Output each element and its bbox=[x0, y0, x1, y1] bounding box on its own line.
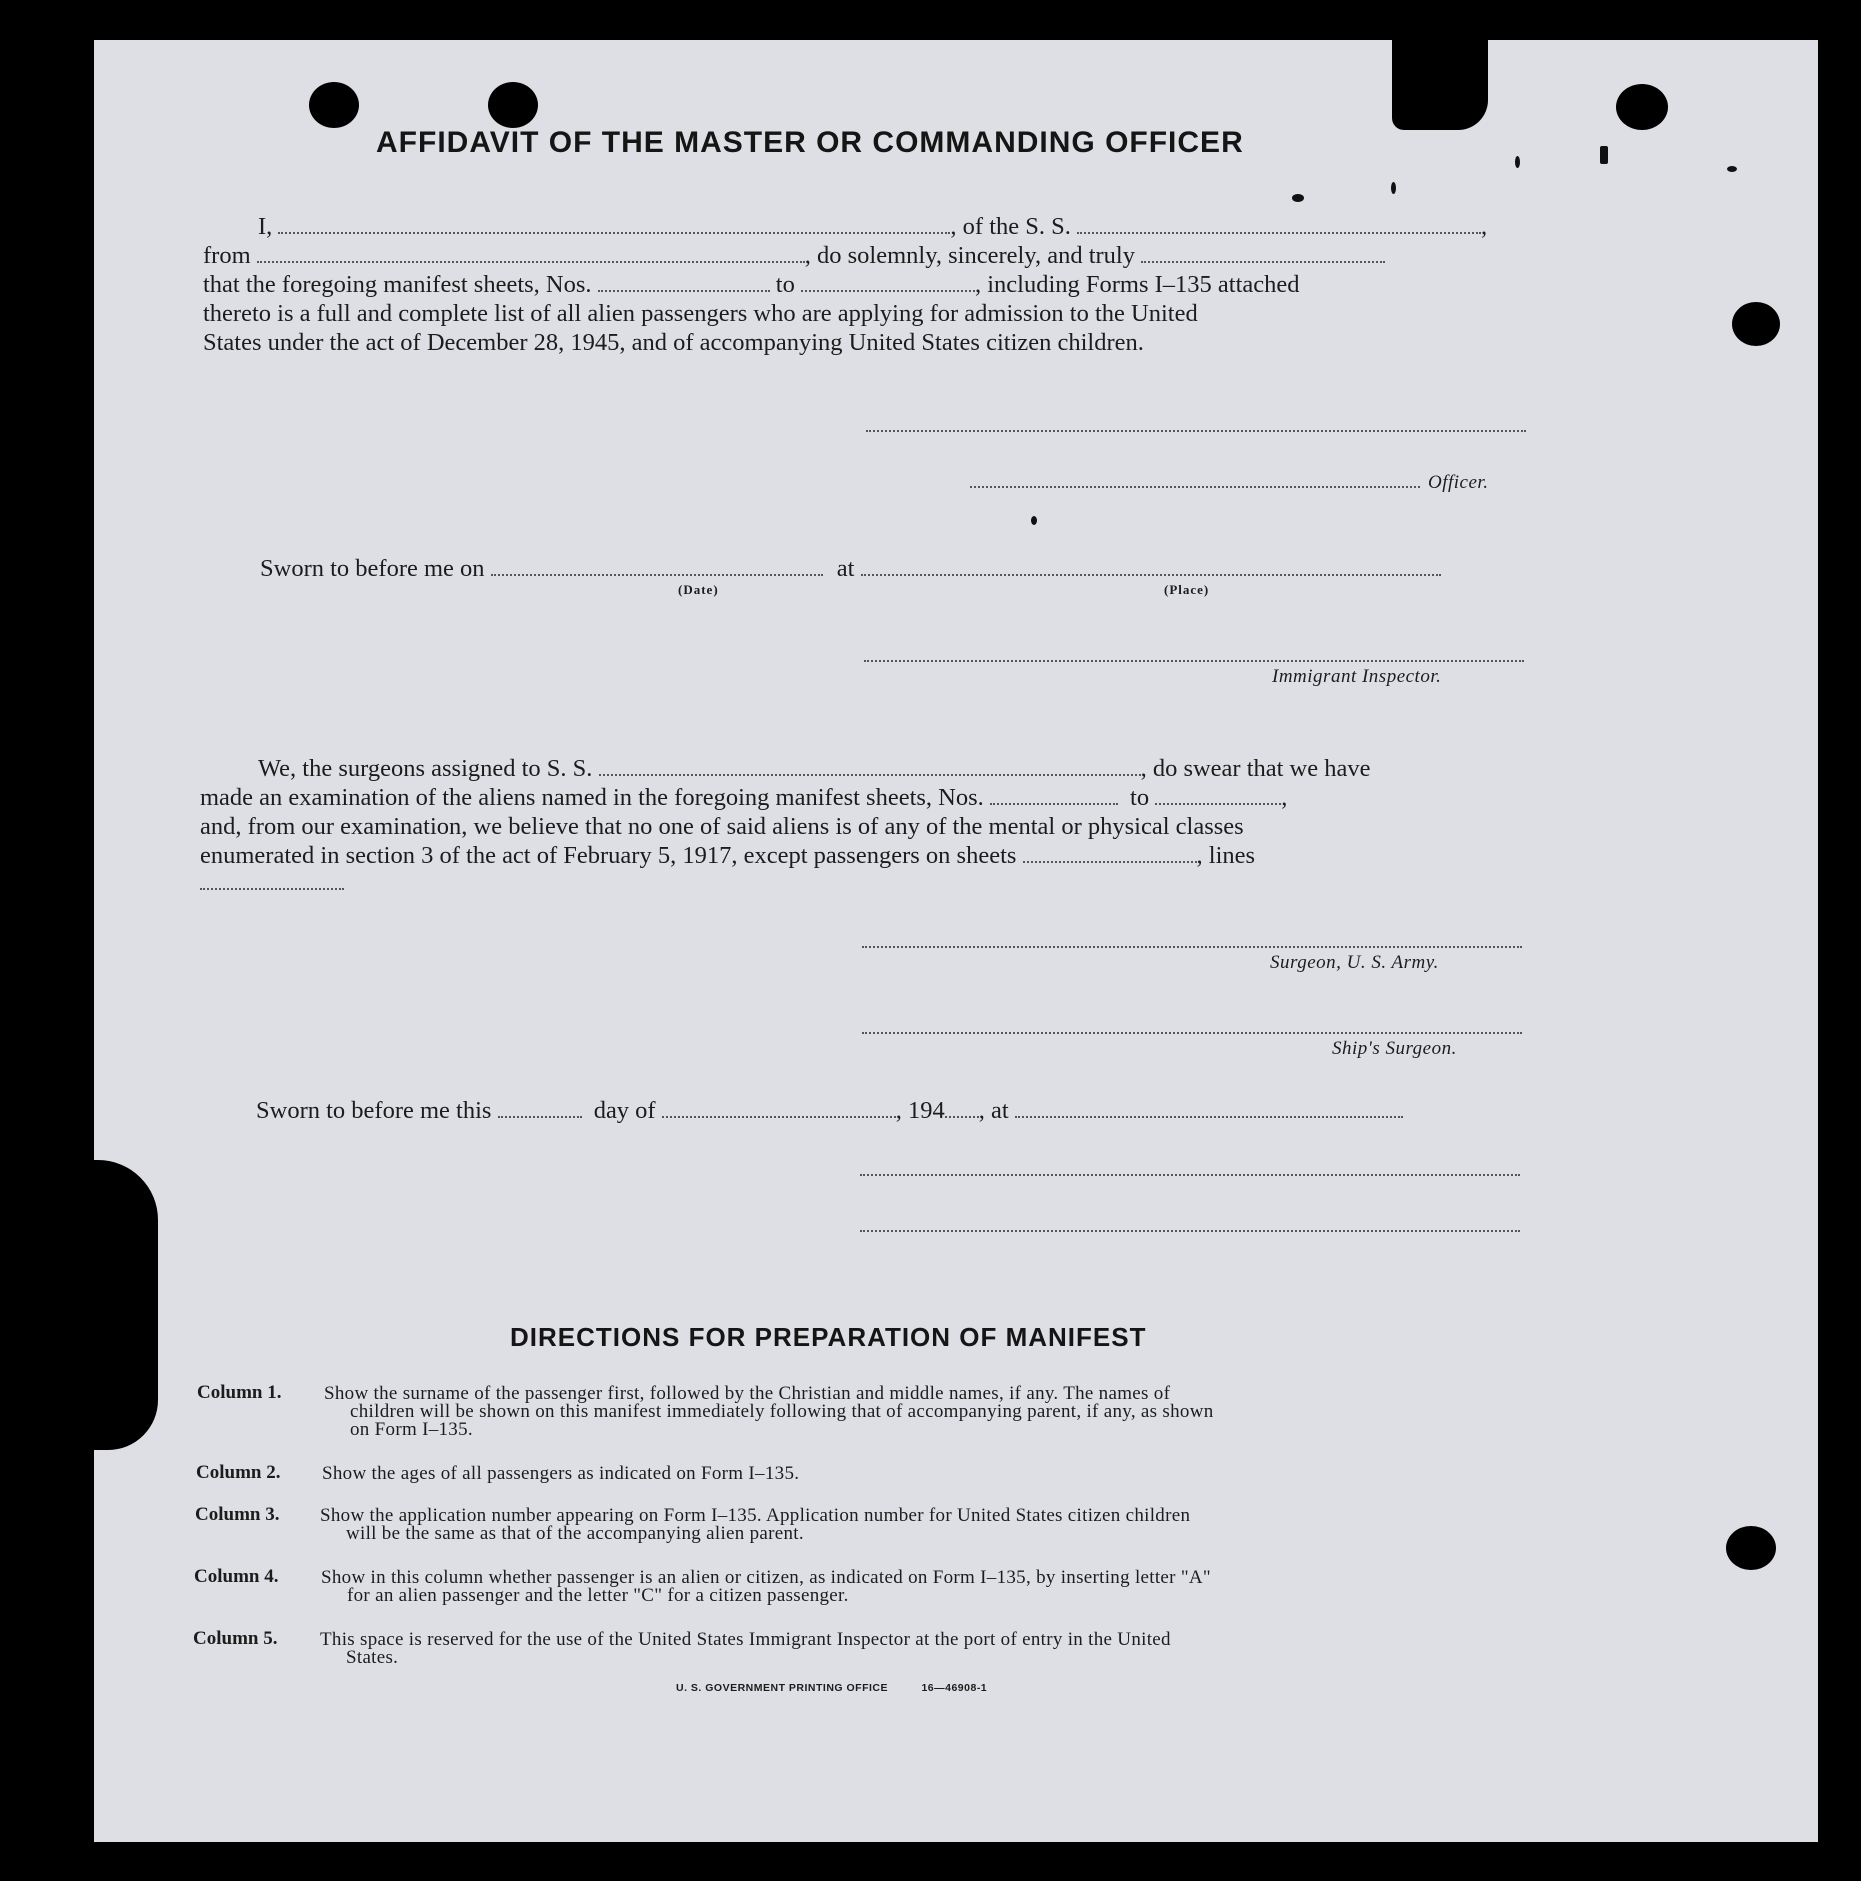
place-caption: (Place) bbox=[1164, 582, 1210, 597]
sworn-month-field[interactable] bbox=[662, 1098, 896, 1118]
inspector-signature-line[interactable] bbox=[864, 660, 1524, 662]
ship-name-field[interactable] bbox=[1077, 214, 1481, 234]
ship-surgeon-label: Ship's Surgeon. bbox=[1332, 1038, 1457, 1059]
torn-edge bbox=[36, 1160, 158, 1450]
column-1-label: Column 1. bbox=[197, 1382, 282, 1403]
footer-printer: U. S. GOVERNMENT PRINTING OFFICE 16—46908-1 bbox=[676, 1682, 988, 1694]
column-5-text: This space is reserved for the use of the United States Immigrant Inspector at the port of entry in the United States. bbox=[320, 1629, 1171, 1668]
officer-label: Officer. bbox=[1428, 472, 1489, 493]
punch-hole bbox=[1616, 84, 1668, 130]
army-surgeon-label: Surgeon, U. S. Army. bbox=[1270, 952, 1439, 973]
column-2-text: Show the ages of all passengers as indicated on Form I–135. bbox=[322, 1463, 800, 1484]
punch-hole bbox=[1732, 302, 1780, 346]
surgeons-line-2: made an examination of the aliens named in the foregoing manifest sheets, Nos. to , bbox=[200, 784, 1288, 811]
oath-type-field[interactable] bbox=[1141, 243, 1385, 263]
surgeons-line-1: We, the surgeons assigned to S. S. , do swear that we have bbox=[258, 755, 1371, 782]
ship-surgeon-signature-line[interactable] bbox=[862, 1032, 1522, 1034]
sworn-date-field[interactable] bbox=[491, 556, 823, 576]
column-3-text: Show the application number appearing on Form I–135. Application number for United States citizen children will be the same as that of the accompanying alien parent. bbox=[320, 1505, 1191, 1544]
sworn-this-day-line: Sworn to before me this day of , 194 , at bbox=[256, 1096, 1403, 1125]
master-name-field[interactable] bbox=[278, 214, 950, 234]
affidavit-line-2: from , do solemnly, sincerely, and truly bbox=[203, 241, 1385, 270]
affidavit-line-1: I, , of the S. S. , bbox=[258, 213, 1488, 240]
sworn2-place-field[interactable] bbox=[1015, 1098, 1403, 1118]
sworn-place-field[interactable] bbox=[861, 556, 1441, 576]
officer-signature-line-1[interactable] bbox=[866, 430, 1526, 432]
date-caption: (Date) bbox=[678, 582, 719, 597]
surgeons-ship-field[interactable] bbox=[599, 756, 1141, 776]
column-5-label: Column 5. bbox=[193, 1628, 278, 1649]
punch-hole bbox=[1726, 1526, 1776, 1570]
punch-hole bbox=[488, 82, 538, 128]
army-surgeon-signature-line[interactable] bbox=[862, 946, 1522, 948]
surgeons-sheet-to-field[interactable] bbox=[1155, 785, 1281, 805]
column-4-label: Column 4. bbox=[194, 1566, 279, 1587]
directions-title: DIRECTIONS FOR PREPARATION OF MANIFEST bbox=[510, 1322, 1147, 1352]
sworn-day-field[interactable] bbox=[498, 1098, 582, 1118]
affidavit-title: AFFIDAVIT OF THE MASTER OR COMMANDING OFFICER bbox=[376, 126, 1244, 159]
departure-port-field[interactable] bbox=[257, 243, 805, 263]
exception-lines-field[interactable] bbox=[200, 888, 344, 890]
punch-hole bbox=[309, 82, 359, 128]
sworn-before-line: Sworn to before me on at bbox=[260, 554, 1441, 583]
affidavit-line-4: thereto is a full and complete list of all alien passengers who are applying for admission to the United bbox=[203, 300, 1198, 327]
surgeons-sheet-from-field[interactable] bbox=[990, 785, 1118, 805]
column-4-text: Show in this column whether passenger is an alien or citizen, as indicated on Form I–135, by inserting letter "A" for an alien passenger and the letter "C" for a citizen passenger. bbox=[321, 1567, 1211, 1606]
surgeons-line-3: and, from our examination, we believe that no one of said aliens is of any of the mental or physical classes bbox=[200, 813, 1244, 840]
exception-sheets-field[interactable] bbox=[1023, 843, 1197, 863]
sheet-from-field[interactable] bbox=[598, 272, 770, 292]
column-3-label: Column 3. bbox=[195, 1504, 280, 1525]
inspector-label: Immigrant Inspector. bbox=[1272, 666, 1442, 687]
torn-corner bbox=[1392, 38, 1488, 130]
affidavit-line-3: that the foregoing manifest sheets, Nos. to , including Forms I–135 attached bbox=[203, 271, 1300, 298]
sworn2-signature-line-2[interactable] bbox=[860, 1230, 1520, 1232]
sworn2-signature-line-1[interactable] bbox=[860, 1174, 1520, 1176]
column-2-label: Column 2. bbox=[196, 1462, 281, 1483]
surgeons-line-4: enumerated in section 3 of the act of February 5, 1917, except passengers on sheets , lines bbox=[200, 842, 1256, 869]
affidavit-line-5: States under the act of December 28, 1945, and of accompanying United States citizen children. bbox=[203, 329, 1144, 356]
sworn-year-field[interactable] bbox=[945, 1098, 979, 1118]
officer-signature-line-2[interactable] bbox=[970, 486, 1420, 488]
sheet-to-field[interactable] bbox=[801, 272, 975, 292]
column-1-text: Show the surname of the passenger first, followed by the Christian and middle names, if any. The names of children will be shown on this manifest immediately following that of accompanying parent, if any, as shown on Form I–135. bbox=[324, 1383, 1214, 1440]
